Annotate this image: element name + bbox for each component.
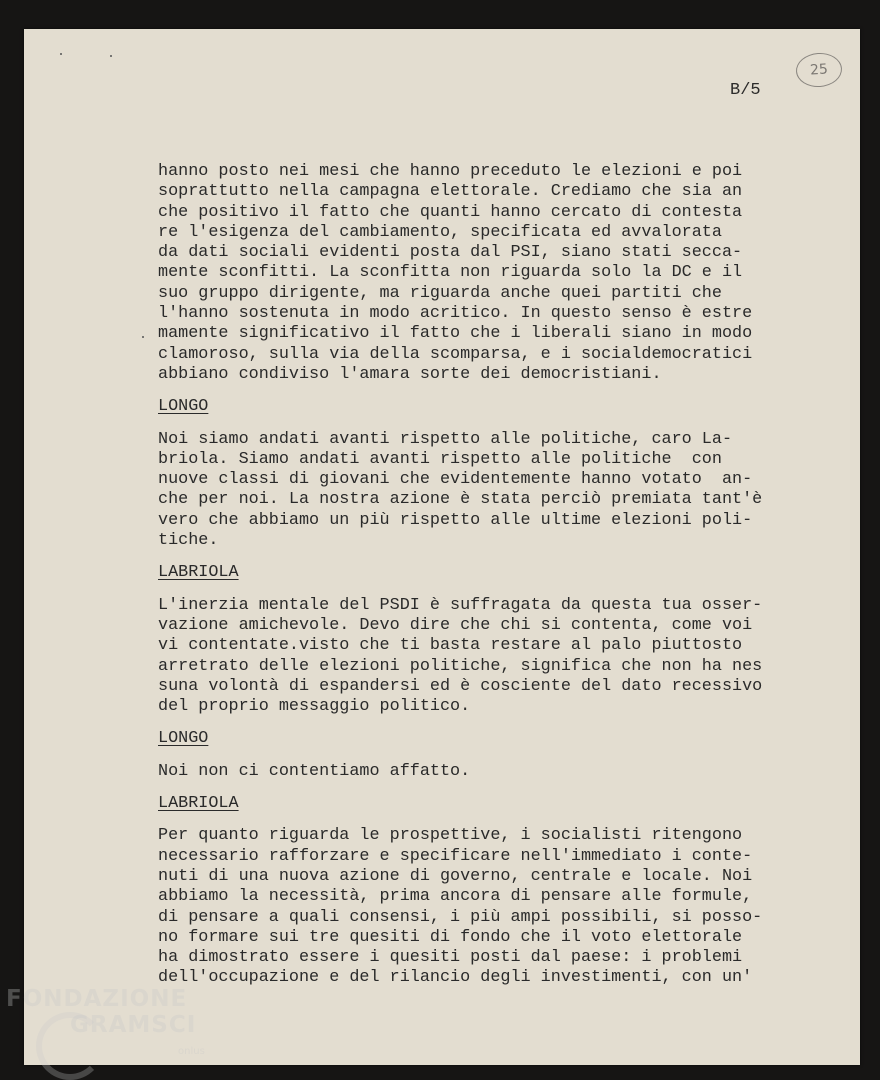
- text-line: arretrato delle elezioni politiche, significa che non ha nes: [158, 656, 763, 676]
- text-line: che positivo il fatto che quanti hanno cercato di contesta: [158, 202, 743, 222]
- text-line: suo gruppo dirigente, ma riguarda anche quei partiti che: [158, 283, 722, 303]
- text-line: soprattutto nella campagna elettorale. Crediamo che sia an: [158, 182, 743, 202]
- text-line: dell'occupazione e del rilancio degli investimenti, con un': [158, 968, 753, 988]
- paper-speck: [60, 53, 62, 55]
- speaker-heading: [158, 563, 818, 583]
- text-line: abbiano condiviso l'amara sorte dei democristiani.: [158, 364, 662, 384]
- text-line: di pensare a quali consensi, i più ampi possibili, si posso-: [158, 907, 763, 927]
- paragraph: [158, 596, 818, 718]
- text-line: tiche.: [158, 531, 219, 551]
- text-line: Per quanto riguarda le prospettive, i socialisti ritengono: [158, 826, 743, 846]
- text-line: vero che abbiamo un più rispetto alle ultime elezioni poli-: [158, 510, 753, 530]
- archive-stamp: 25: [795, 51, 843, 88]
- text-line: L'inerzia mentale del PSDI è suffragata da questa tua osser-: [158, 595, 763, 615]
- paper-speck: [142, 336, 144, 338]
- text-line: mamente significativo il fatto che i liberali siano in modo: [158, 324, 753, 344]
- speaker-name: LABRIOLA: [158, 563, 239, 583]
- text-line: nuti di una nuova azione di governo, centrale e locale. Noi: [158, 866, 753, 886]
- text-line: no formare sui tre quesiti di fondo che il voto elettorale: [158, 927, 743, 947]
- text-line: abbiamo la necessità, prima ancora di pensare alle formule,: [158, 887, 753, 907]
- text-line: Noi siamo andati avanti rispetto alle politiche, caro La-: [158, 429, 733, 449]
- text-line: clamoroso, sulla via della scomparsa, e i socialdemocratici: [158, 344, 753, 364]
- paper-speck: [110, 55, 112, 57]
- text-line: mente sconfitti. La sconfitta non riguarda solo la DC e il: [158, 263, 743, 283]
- speaker-heading: [158, 794, 818, 814]
- document-page: [24, 29, 860, 1065]
- speaker-name: LABRIOLA: [158, 794, 239, 814]
- text-line: Noi non ci contentiamo affatto.: [158, 761, 471, 781]
- text-line: ha dimostrato essere i quesiti posti dal paese: i problemi: [158, 948, 743, 968]
- paragraph: [158, 162, 818, 385]
- text-line: l'hanno sostenuta in modo acritico. In questo senso è estre: [158, 304, 753, 324]
- speaker-name: LONGO: [158, 729, 209, 749]
- watermark-line-2: GRAMSCI: [70, 1012, 197, 1038]
- speaker-heading: [158, 397, 818, 417]
- text-line: nuove classi di giovani che evidentemente hanno votato an-: [158, 470, 753, 490]
- speaker-name: LONGO: [158, 397, 209, 417]
- speaker-heading: [158, 729, 818, 749]
- watermark-sub: onlus: [178, 1046, 205, 1057]
- text-line: briola. Siamo andati avanti rispetto alle politiche con: [158, 449, 722, 469]
- text-line: suna volontà di espandersi ed è cosciente del dato recessivo: [158, 676, 763, 696]
- text-line: vazione amichevole. Devo dire che chi si contenta, come voi: [158, 615, 753, 635]
- text-line: re l'esigenza del cambiamento, specificata ed avvalorata: [158, 222, 722, 242]
- paragraph: [158, 762, 818, 782]
- paragraph: [158, 430, 818, 552]
- page-number: B/5: [730, 81, 761, 100]
- transcript-body: [158, 162, 818, 1001]
- text-line: necessario rafforzare e specificare nell'immediato i conte-: [158, 846, 753, 866]
- text-line: da dati sociali evidenti posta dal PSI, siano stati secca-: [158, 243, 743, 263]
- paragraph: [158, 826, 818, 988]
- text-line: del proprio messaggio politico.: [158, 697, 471, 717]
- text-line: hanno posto nei mesi che hanno preceduto le elezioni e poi: [158, 162, 743, 181]
- text-line: che per noi. La nostra azione è stata perciò premiata tant'è: [158, 490, 763, 510]
- text-line: vi contentate.visto che ti basta restare al palo piuttosto: [158, 636, 743, 656]
- fondazione-gramsci-watermark: [6, 986, 236, 1076]
- watermark-line-1: FONDAZIONE: [6, 986, 188, 1012]
